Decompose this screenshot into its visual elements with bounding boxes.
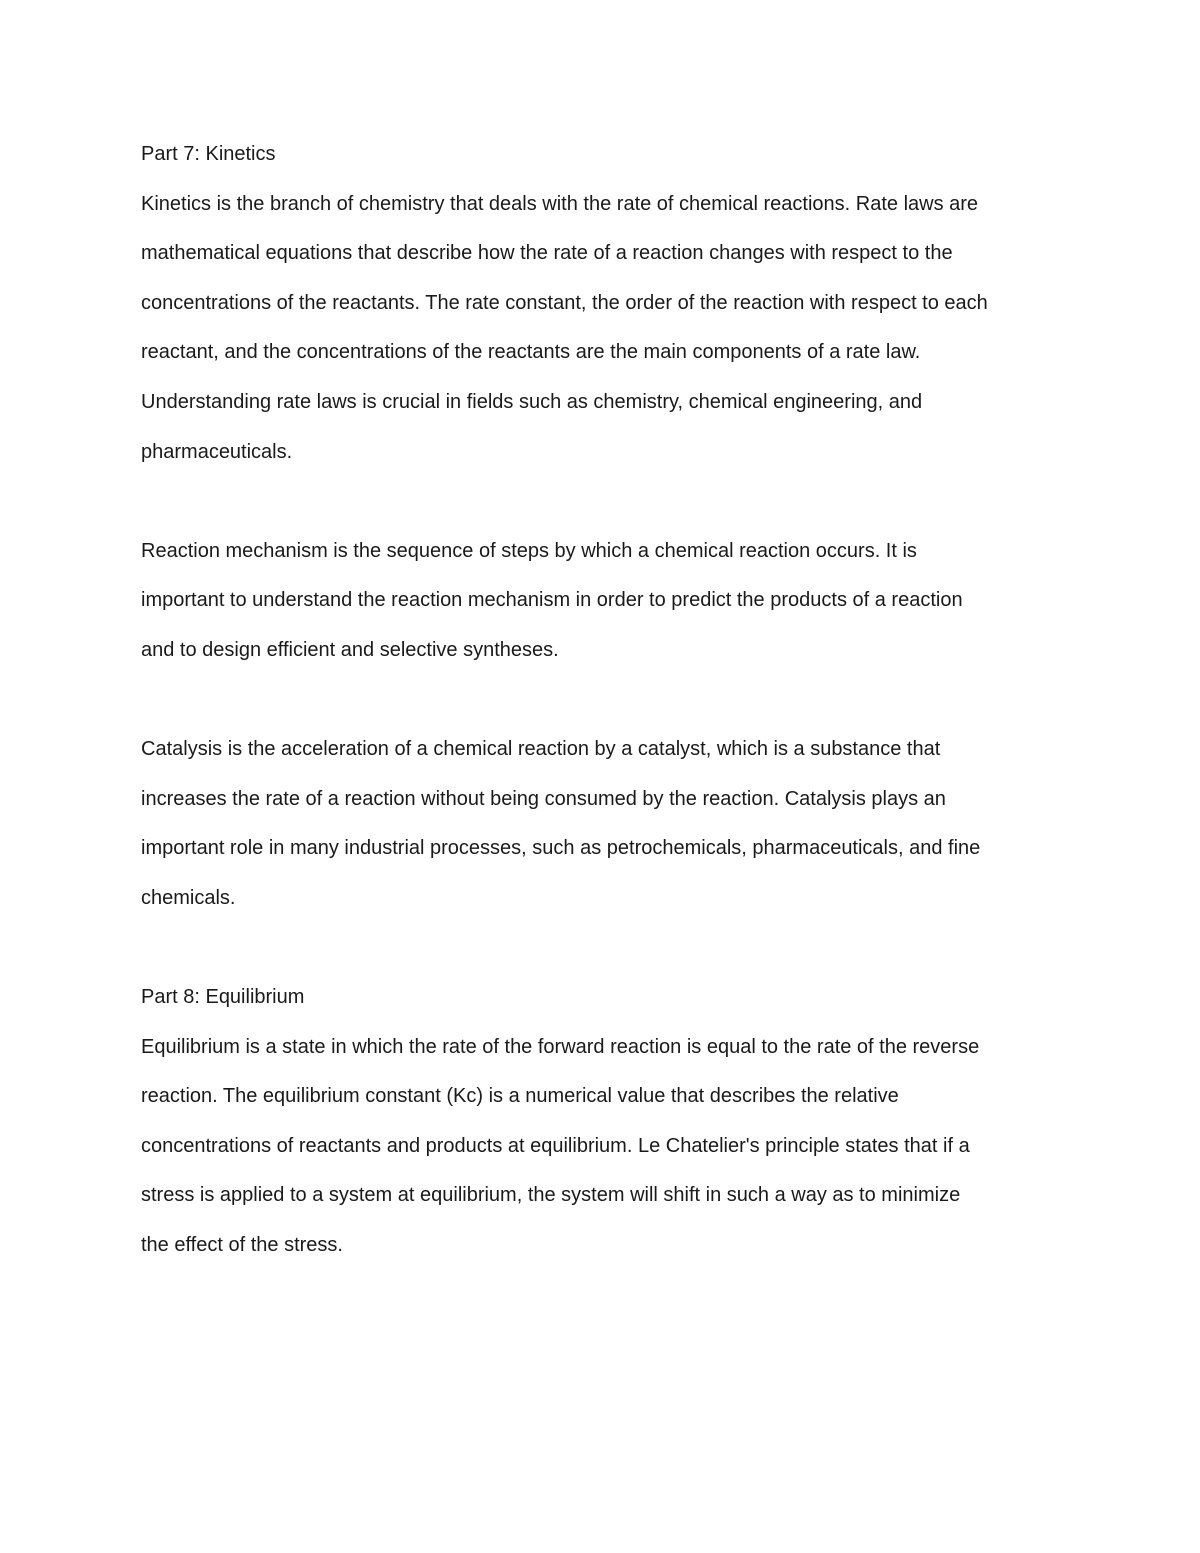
paragraph-line: Equilibrium is a state in which the rate of the forward reaction is equal to the rate of the reverse bbox=[141, 1035, 980, 1058]
paragraph-spacer bbox=[141, 931, 1081, 981]
paragraph-line: reactant, and the concentrations of the reactants are the main components of a rate law. bbox=[141, 341, 921, 364]
paragraph-line: Understanding rate laws is crucial in fields such as chemistry, chemical engineering, and bbox=[141, 390, 923, 413]
paragraph-line: important role in many industrial processes, such as petrochemicals, pharmaceuticals, and fine bbox=[141, 837, 981, 860]
paragraph-line: Reaction mechanism is the sequence of steps by which a chemical reaction occurs. It is bbox=[141, 539, 917, 562]
paragraph-catalysis bbox=[141, 732, 1081, 930]
paragraph-kinetics-rate-laws bbox=[141, 187, 1081, 485]
paragraph-line: mathematical equations that describe how the rate of a reaction changes with respect to the bbox=[141, 242, 953, 265]
paragraph-line: and to design efficient and selective syntheses. bbox=[141, 638, 559, 661]
paragraph-line: pharmaceuticals. bbox=[141, 440, 293, 463]
section-heading-kinetics: Part 7: Kinetics bbox=[141, 143, 276, 165]
paragraph-line: chemicals. bbox=[141, 886, 236, 909]
paragraph-spacer bbox=[141, 683, 1081, 733]
paragraph-line: concentrations of reactants and products at equilibrium. Le Chatelier's principle states that if a bbox=[141, 1134, 970, 1157]
document-page bbox=[141, 137, 1081, 1278]
section-heading-equilibrium: Part 8: Equilibrium bbox=[141, 986, 305, 1009]
paragraph-reaction-mechanism bbox=[141, 534, 1081, 683]
paragraph-line: reaction. The equilibrium constant (Kc) is a numerical value that describes the relative bbox=[141, 1085, 899, 1108]
paragraph-spacer bbox=[141, 484, 1081, 534]
paragraph-equilibrium bbox=[141, 1030, 1081, 1278]
paragraph-line: stress is applied to a system at equilibrium, the system will shift in such a way as to minimize bbox=[141, 1184, 961, 1207]
paragraph-line: the effect of the stress. bbox=[141, 1234, 343, 1257]
paragraph-line: important to understand the reaction mechanism in order to predict the products of a reaction bbox=[141, 589, 963, 612]
paragraph-line: concentrations of the reactants. The rate constant, the order of the reaction with respect to each bbox=[141, 291, 988, 314]
paragraph-line: Kinetics is the branch of chemistry that deals with the rate of chemical reactions. Rate laws are bbox=[141, 192, 979, 215]
paragraph-line: increases the rate of a reaction without being consumed by the reaction. Catalysis plays an bbox=[141, 787, 946, 810]
paragraph-line: Catalysis is the acceleration of a chemical reaction by a catalyst, which is a substance that bbox=[141, 738, 941, 761]
